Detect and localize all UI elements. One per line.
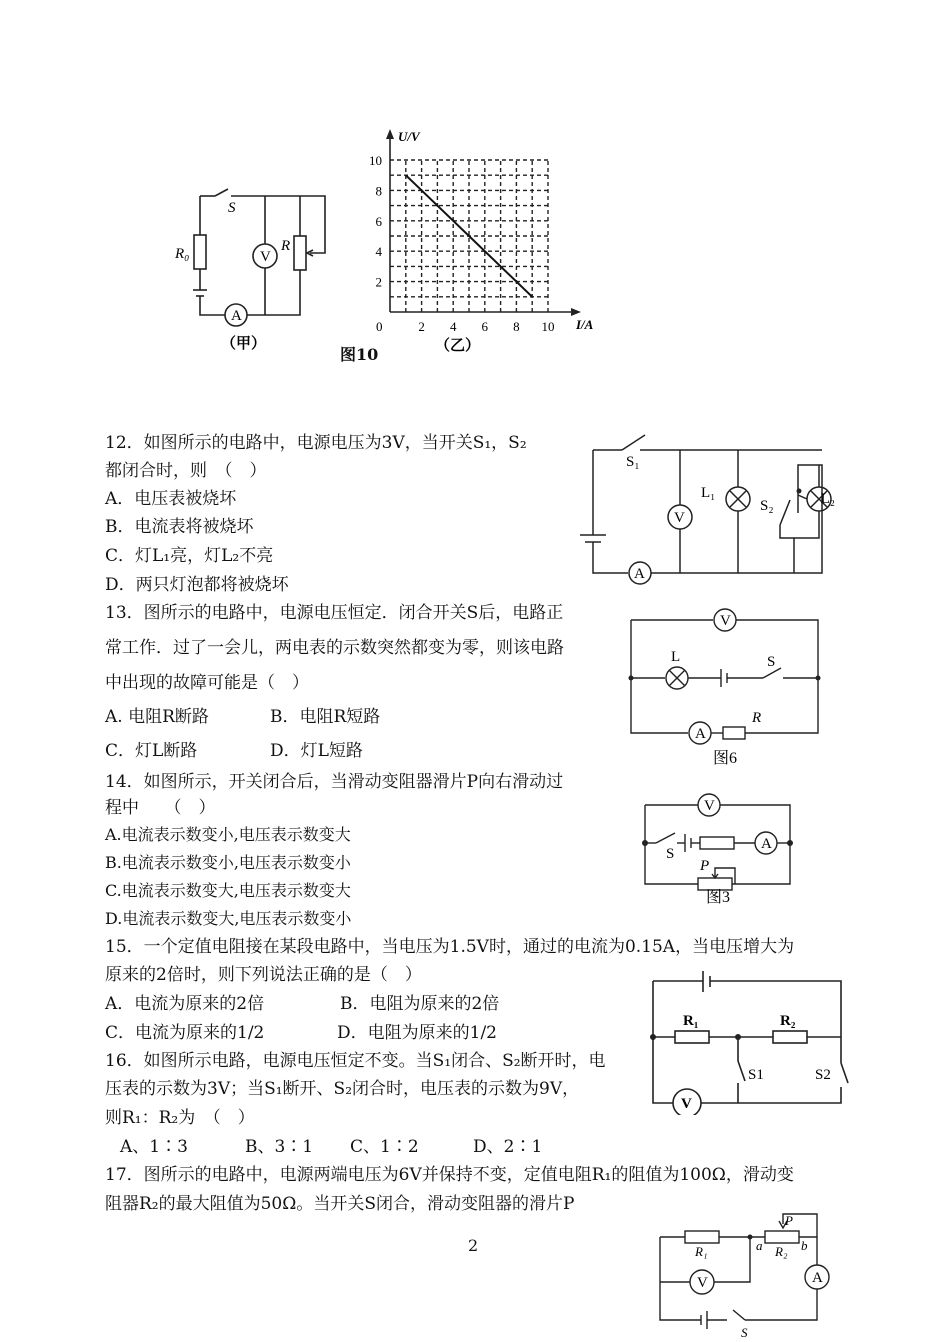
q15-line2: 原来的2倍时，则下列说法正确的是（ ） [105, 965, 422, 985]
q14-option-d: D.电流表示数变大,电压表示数变小 [105, 909, 352, 928]
q15-option-b: B．电阻为原来的2倍 [340, 994, 500, 1014]
q14-slider-label: P [700, 858, 710, 874]
q14-junction-right [787, 840, 793, 846]
q15-option-a: A．电流为原来的2倍 [105, 994, 265, 1014]
fig10-switch-label: S [228, 200, 236, 216]
q16-option-d: D、2∶1 [473, 1137, 543, 1157]
q17-a-end-label: a [756, 1238, 763, 1253]
q12-line1: 12．如图所示的电路中，电源电压为3V，当开关S₁，S₂ [105, 433, 527, 453]
fig10-ammeter-label: A [231, 308, 242, 324]
q13-switch-label: S [767, 654, 776, 670]
q17-line1: 17．图所示的电路中，电源两端电压为6V并保持不变，定值电阻R₁的阻值为100Ω，滑动变 [105, 1165, 794, 1185]
q15-junction-mid [735, 1034, 741, 1040]
q13-junction-left [629, 676, 634, 681]
q12-l2-label: L₂ [820, 491, 835, 507]
q13-line2: 常工作．过了一会儿，两电表的示数突然都变为零，则该电路 [105, 638, 564, 658]
y-tick-label: 2 [375, 274, 382, 290]
figure10-caption: 图10 [340, 345, 379, 364]
x-tick-label: 10 [541, 319, 555, 334]
q12-voltmeter-label: V [674, 510, 685, 526]
fig10-left-caption: （甲） [221, 336, 267, 352]
q15-r2-label: R₂ [780, 1013, 796, 1029]
fig10-r0-label: R₀ [175, 246, 190, 262]
q14-ammeter-label: A [761, 836, 772, 852]
q14-voltmeter-label: V [704, 798, 715, 814]
q13-option-c: C．灯L断路 [105, 741, 198, 761]
q16-option-a: A、1∶3 [120, 1137, 188, 1157]
q15-s2-label: S2 [815, 1067, 831, 1083]
x-tick-label: 4 [449, 319, 457, 334]
q13-option-b: B．电阻R短路 [270, 707, 381, 727]
q12-option-c: C．灯L₁亮，灯L₂不亮 [105, 546, 274, 566]
q14-junction-left [642, 840, 648, 846]
q15-voltmeter-label: V [681, 1096, 692, 1112]
q17-junction [748, 1235, 753, 1240]
q15-s1-label: S1 [748, 1067, 764, 1083]
q14-line2: 程中 （ ） [105, 798, 216, 818]
origin-label: 0 [376, 319, 383, 334]
x-axis-arrow [571, 308, 581, 316]
q16-line3: 则R₁：R₂为 （ ） [105, 1108, 255, 1128]
q16-line2: 压表的示数为3V；当S₁断开、S₂闭合时，电压表的示数为9V， [105, 1079, 580, 1099]
fig10-voltmeter-label: V [260, 249, 271, 265]
y-tick-label: 4 [375, 244, 382, 260]
q14-line1: 14．如图所示，开关闭合后，当滑动变阻器滑片P向右滑动过 [105, 772, 564, 792]
q12-option-a: A．电压表被烧坏 [105, 489, 237, 509]
q12-junction [797, 489, 802, 494]
y-axis-arrow [386, 129, 394, 139]
q14-circuit [640, 788, 800, 908]
q15-junction-left [650, 1034, 656, 1040]
q14-option-c: C.电流表示数变大,电压表示数变大 [105, 881, 351, 900]
q16-line1: 16．如图所示电路，电源电压恒定不变。当S₁闭合、S₂断开时，电 [105, 1051, 606, 1071]
y-tick-label: 8 [375, 183, 382, 199]
q13-junction-right [816, 676, 821, 681]
x-tick-label: 8 [513, 319, 520, 334]
q14-option-b: B.电流表示数变小,电压表示数变小 [105, 853, 351, 872]
q14-caption: 图3 [706, 889, 731, 906]
q15-option-d: D．电阻为原来的1/2 [337, 1023, 497, 1043]
q13-ammeter-label: A [695, 726, 706, 742]
q15-option-c: C．电流为原来的1/2 [105, 1023, 265, 1043]
q15-r1-label: R₁ [683, 1013, 699, 1029]
q17-circuit [655, 1210, 835, 1342]
q13-line1: 13．图所示的电路中，电源电压恒定．闭合开关S后，电路正 [105, 603, 564, 623]
q13-caption: 图6 [713, 750, 738, 767]
q17-r2-label: R₂ [775, 1244, 788, 1259]
q15-line1: 15．一个定值电阻接在某段电路中，当电压为1.5V时，通过的电流为0.15A，当电压增大为 [105, 937, 795, 957]
y-axis-label: U/V [398, 129, 420, 144]
q17-switch-label: S [741, 1325, 748, 1340]
q12-line2: 都闭合时，则 （ ） [105, 461, 267, 481]
q14-switch-label: S [666, 846, 675, 862]
q17-b-end-label: b [801, 1238, 808, 1253]
page-number: 2 [468, 1236, 479, 1255]
q17-line2: 阻器R₂的最大阻值为50Ω。当开关S闭合，滑动变阻器的滑片P [105, 1194, 575, 1214]
q12-option-d: D．两只灯泡都将被烧坏 [105, 575, 289, 595]
q13-lamp-label: L [671, 649, 681, 665]
q15-circuit [645, 965, 850, 1115]
q12-circuit [570, 425, 835, 585]
q12-ammeter-label: A [634, 566, 645, 582]
q17-ammeter-label: A [812, 1270, 823, 1286]
q17-r1-label: R₁ [695, 1244, 708, 1259]
figure10-circuit-jia [165, 180, 340, 360]
q14-option-a: A.电流表示数变小,电压表示数变大 [105, 825, 351, 844]
q13-option-a: A. 电阻R断路 [105, 707, 209, 727]
y-tick-label: 10 [369, 153, 382, 168]
x-axis-label: I/A [576, 317, 594, 332]
fig10-right-caption: （乙） [435, 338, 481, 354]
data-line-u-vs-i [406, 175, 532, 297]
q13-voltmeter-label: V [720, 613, 731, 629]
x-tick-label: 6 [481, 319, 489, 334]
y-tick-label: 6 [375, 213, 382, 229]
q13-resistor-label: R [752, 710, 762, 726]
x-tick-label: 2 [418, 319, 425, 334]
q16-option-b: B、3∶1 [245, 1137, 314, 1157]
q12-option-b: B．电流表将被烧坏 [105, 517, 254, 537]
q12-s1-label: S₁ [626, 454, 640, 470]
q17-voltmeter-label: V [697, 1275, 708, 1291]
q13-option-d: D．灯L短路 [270, 741, 363, 761]
q17-p-label: P [785, 1213, 793, 1228]
q16-option-c: C、1∶2 [350, 1137, 419, 1157]
q13-circuit [625, 605, 825, 770]
fig10-r-label: R [281, 238, 291, 254]
figure10-chart [355, 125, 605, 360]
q13-line3: 中出现的故障可能是（ ） [105, 673, 309, 693]
q12-s2-label: S₂ [760, 498, 774, 514]
q12-l1-label: L₁ [701, 485, 716, 501]
